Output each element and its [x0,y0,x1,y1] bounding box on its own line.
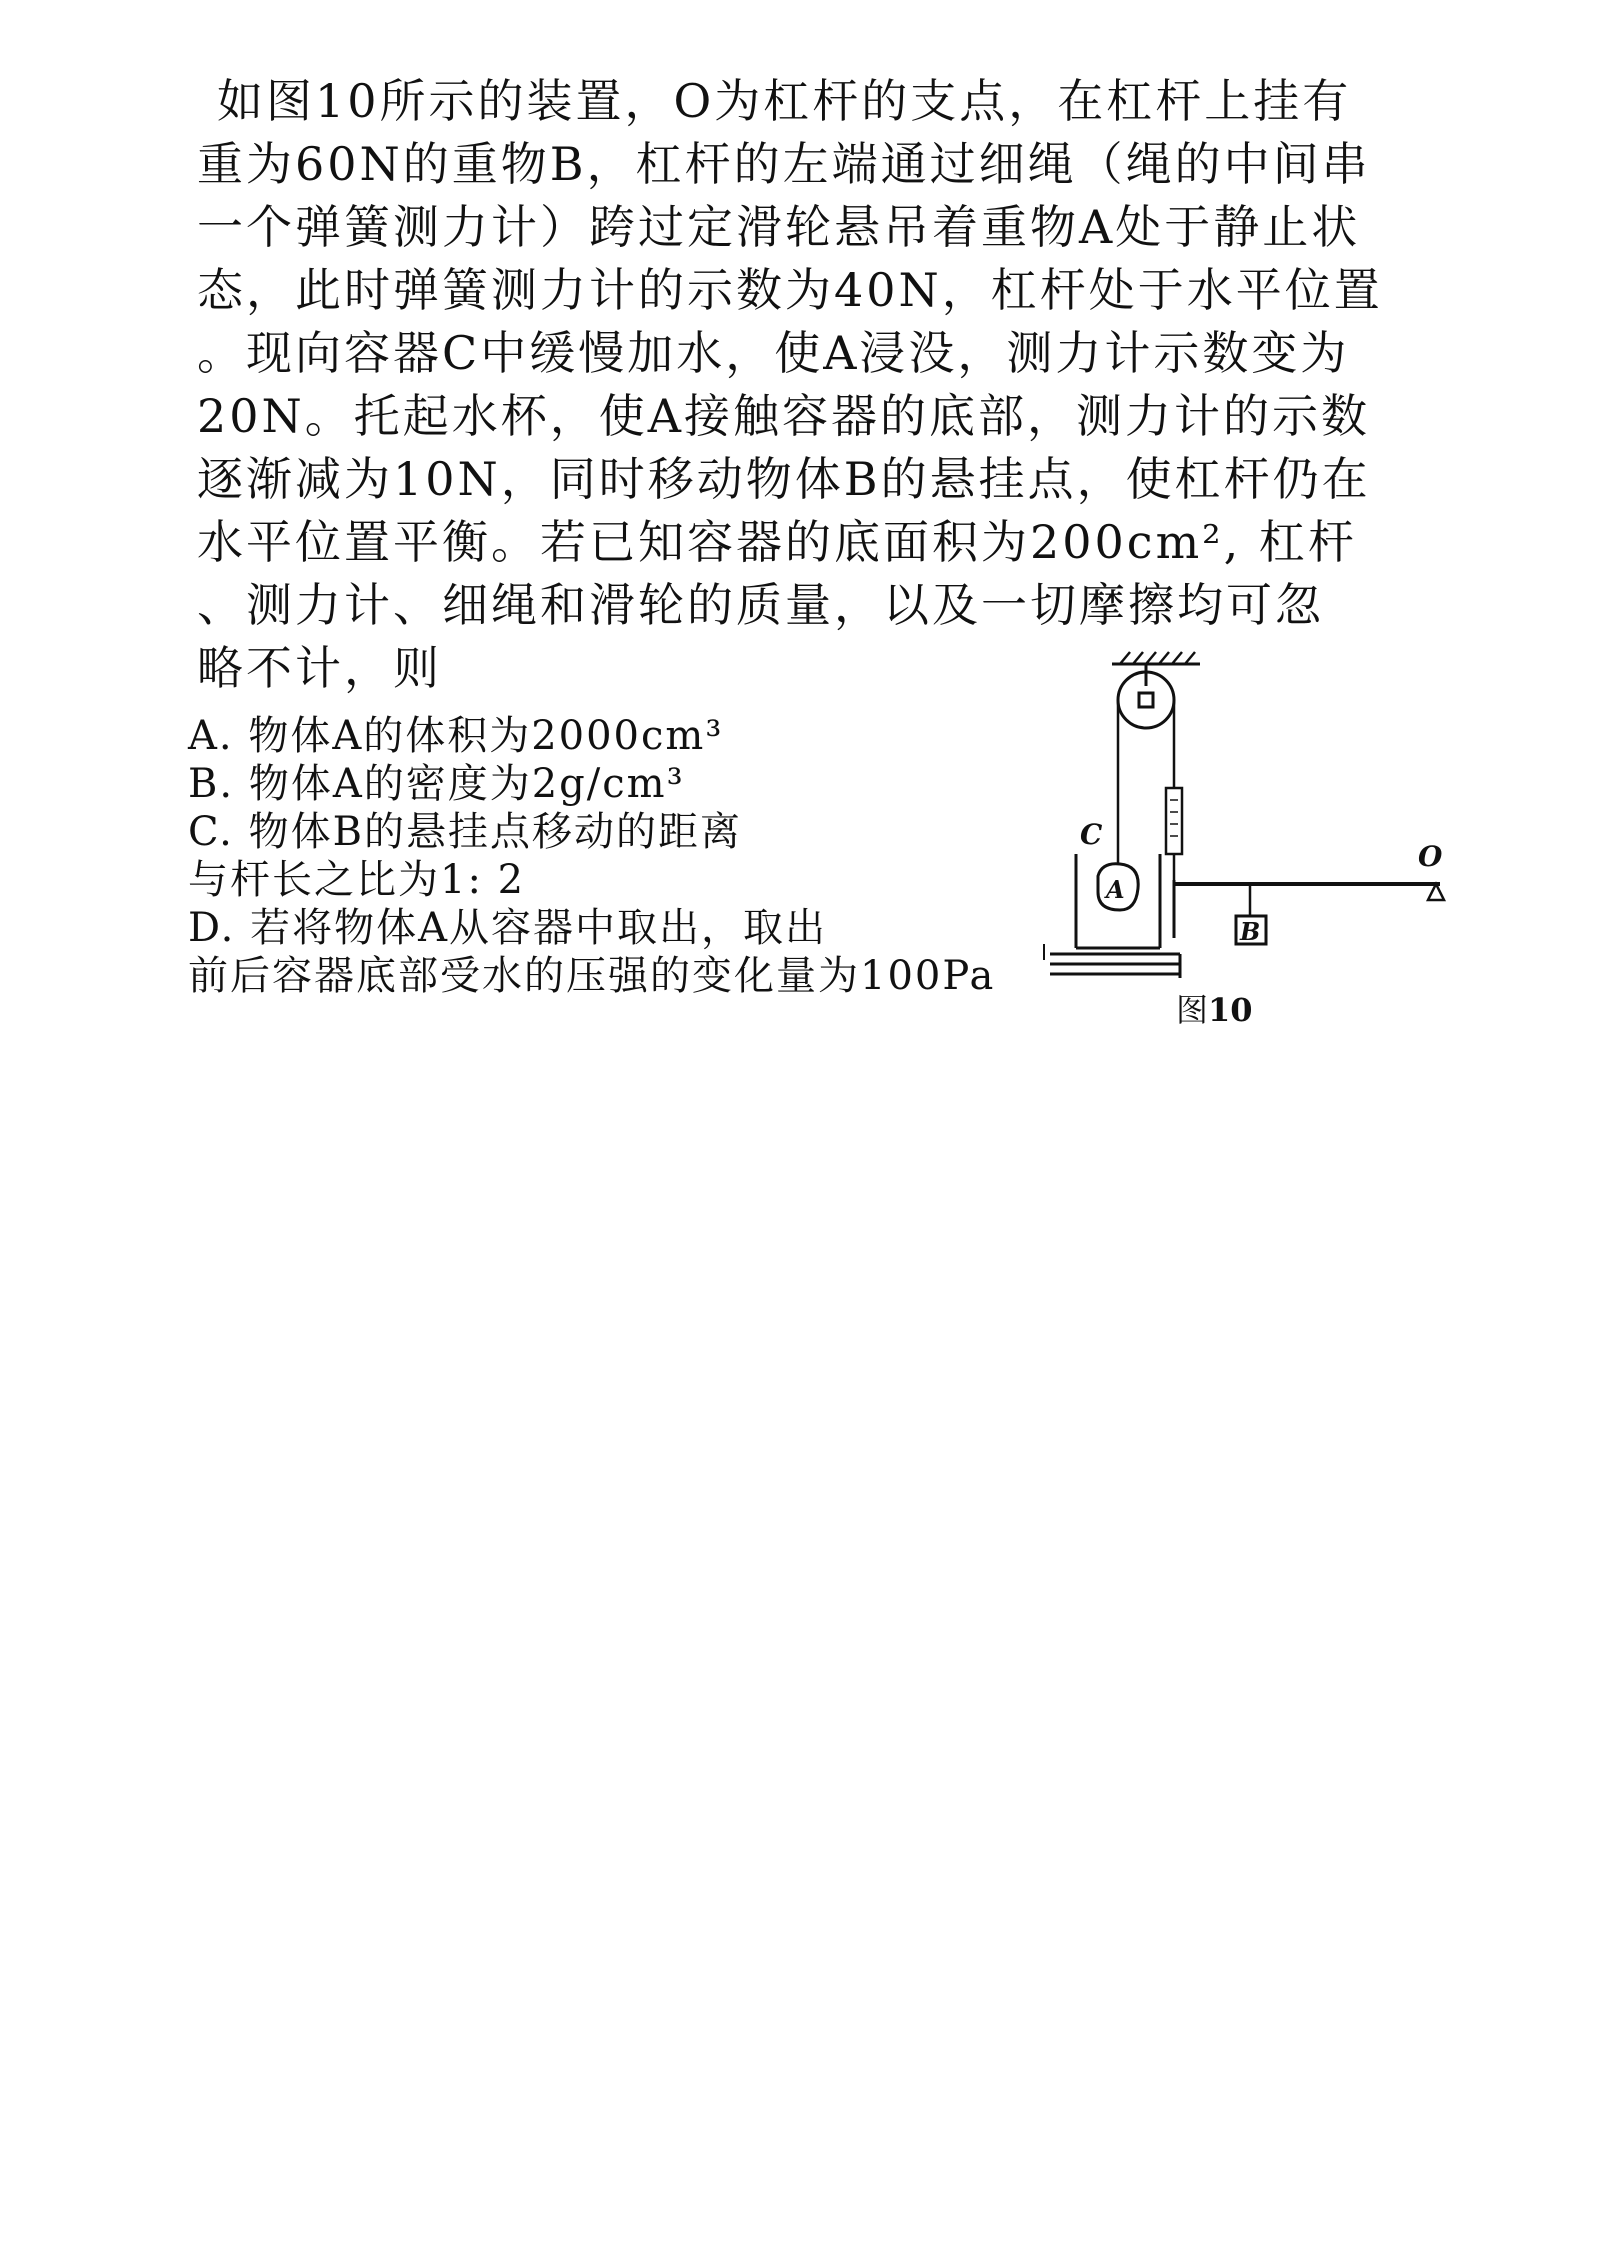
problem-line: 重为60N的重物B，杠杆的左端通过细绳（绳的中间串 [197,137,1371,191]
pulley-axle [1139,693,1153,707]
option-c-continued: 与杆长之比为1: 2 [188,857,526,903]
problem-statement [197,70,1467,700]
figure-caption [1176,985,1253,1031]
option-a: A. 物体A的体积为2000cm³ [188,713,724,759]
label-o: O [1418,840,1443,873]
spring-scale [1166,788,1182,854]
problem-line: 20N。托起水杯，使A接触容器的底部，测力计的示数 [197,389,1371,443]
problem-line: 、测力计、细绳和滑轮的质量，以及一切摩擦均可忽 [197,578,1324,632]
problem-line: 。现向容器C中缓慢加水，使A浸没，测力计示数变为 [197,326,1350,380]
problem-line: 态，此时弹簧测力计的示数为40N，杠杆处于水平位置 [197,263,1383,317]
ceiling-hatch [1120,652,1195,664]
lever-pulley-diagram [1040,648,1460,978]
problem-line: 逐渐减为10N，同时移动物体B的悬挂点，使杠杆仍在 [197,452,1371,506]
answer-options [188,712,995,1000]
label-a: A [1106,875,1125,904]
problem-line: 如图10所示的装置，O为杠杆的支点，在杠杆上挂有 [217,74,1352,128]
problem-line: 水平位置平衡。若已知容器的底面积为200cm², 杠杆 [197,515,1357,569]
figure-caption-prefix: 图 [1176,991,1209,1029]
problem-line: 略不计，则 [197,641,442,695]
pivot-o [1428,884,1444,900]
option-c: C. 物体B的悬挂点移动的距离 [188,809,743,855]
option-d: D. 若将物体A从容器中取出，取出 [188,905,827,951]
label-b: B [1240,917,1261,946]
option-d-continued: 前后容器底部受水的压强的变化量为100Pa [188,953,996,999]
problem-line: 一个弹簧测力计）跨过定滑轮悬吊着重物A处于静止状 [197,200,1361,254]
figure-caption-number: 10 [1208,991,1253,1029]
label-c: C [1080,818,1103,851]
option-b: B. 物体A的密度为2g/cm³ [188,761,685,807]
